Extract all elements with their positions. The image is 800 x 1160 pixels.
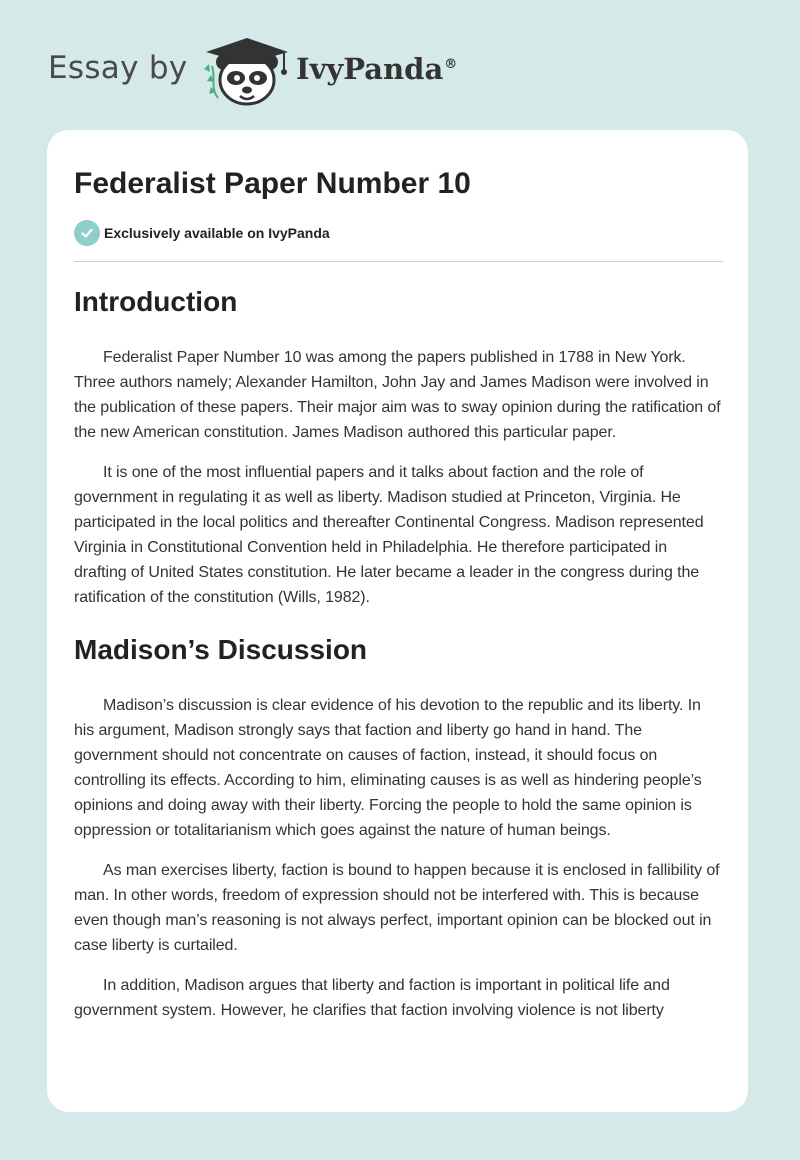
check-circle-icon [74, 220, 100, 246]
brand-name: IvyPanda® [296, 52, 458, 86]
section-heading-introduction: Introduction [74, 286, 238, 317]
section-heading-madisons-discussion: Madison’s Discussion [74, 634, 368, 665]
exclusive-badge [74, 220, 723, 246]
registered-mark: ® [444, 57, 458, 73]
document-card [47, 130, 748, 1112]
paragraph: It is one of the most influential papers and it talks about faction and the role of government in regulating it as well as liberty. Madison studied at Princeton, Virginia. He participated in the local politics and thereafter Continental Congress. Madison represented Virginia in Constitutional Convention held in Philadelphia. He therefore participated in drafting of United States constitution. He later became a leader in the congress during the ratification of the constitution (Wills, 1982). [74, 464, 704, 606]
brand-prefix: Essay by [48, 50, 188, 86]
panda-logo-icon [204, 36, 290, 108]
paragraph: As man exercises liberty, faction is bound to happen because it is enclosed in fallibility of man. In other words, freedom of expression should not be interfered with. This is because even though man’s reasoning is not always perfect, important opinion can be blocked out in case liberty is curtailed. [74, 862, 720, 954]
paragraph: Federalist Paper Number 10 was among the papers published in 1788 in New York. Three authors namely; Alexander Hamilton, John Jay and James Madison were involved in the publication of these papers. Their major aim was to sway opinion during the ratification of the new American constitution. James Madison authored this particular paper. [74, 349, 721, 441]
badge-text: Exclusively available on IvyPanda [104, 225, 330, 241]
document-content [74, 130, 723, 1023]
paragraph: Madison’s discussion is clear evidence of his devotion to the republic and its liberty. In his argument, Madison strongly says that faction and liberty go hand in hand. The government should not concentrate on causes of faction, instead, it should focus on controlling its effects. According to him, eliminating causes is as well as hindering people’s opinions and doing away with their liberty. Forcing the people to hold the same opinion is oppression or totalitarianism which goes against the nature of human beings. [74, 697, 702, 839]
page-title: Federalist Paper Number 10 [74, 167, 471, 200]
divider [74, 261, 723, 262]
paragraph: In addition, Madison argues that liberty and faction is important in political life and government system. However, he clarifies that faction involving violence is not liberty [74, 977, 670, 1019]
brand-header [48, 36, 468, 108]
